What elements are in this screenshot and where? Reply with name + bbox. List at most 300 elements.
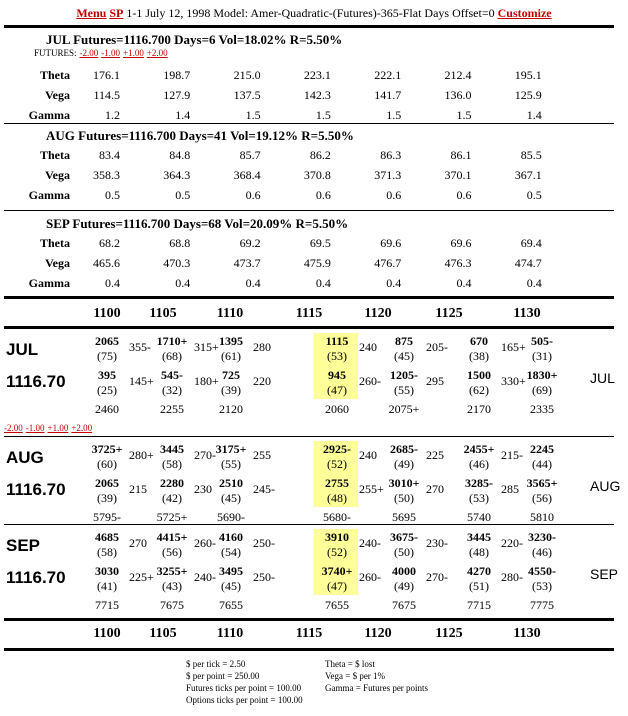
option-delta: (47) <box>327 579 347 593</box>
month-label: SEP <box>6 536 41 555</box>
option-price: 1830+ <box>526 368 558 382</box>
option-delta: (58) <box>162 457 182 471</box>
greek-value: 1.4 <box>175 108 191 122</box>
greek-value: 86.3 <box>380 148 402 162</box>
month-divider <box>4 436 614 437</box>
option-price: 3675- <box>390 530 418 544</box>
option-delta: (32) <box>162 383 182 397</box>
footer-note: Options ticks per point = 100.00 <box>186 695 303 705</box>
spread-value: 270- <box>194 448 216 462</box>
greek-label-gamma: Gamma <box>28 108 70 122</box>
option-delta: (48) <box>327 491 347 505</box>
put-cell[interactable] <box>457 564 527 596</box>
spread-value: 215 <box>129 482 147 496</box>
option-delta: (48) <box>469 545 489 559</box>
greek-value: 476.3 <box>444 256 472 270</box>
spread-value: 250- <box>253 570 275 584</box>
call-cell[interactable] <box>520 442 590 474</box>
spread-value: 315+ <box>194 340 219 354</box>
option-delta: (47) <box>327 383 347 397</box>
spread-value: 180+ <box>194 374 219 388</box>
option-price: 3565+ <box>526 476 558 490</box>
put-cell[interactable] <box>457 476 527 508</box>
spread-value: 330+ <box>501 374 526 388</box>
put-cell[interactable] <box>209 476 279 508</box>
option-price: 545- <box>161 368 183 382</box>
greek-value: 137.5 <box>233 88 261 102</box>
header-text: 1-1 July 12, 1998 Model: Amer-Quadratic-(Futures)-365-Flat Days Offset=0 <box>126 6 495 20</box>
footer-note: Theta = $ lost <box>325 659 375 669</box>
put-cell[interactable] <box>315 476 385 508</box>
option-price: 670 <box>470 334 488 348</box>
spread-value: 260- <box>194 536 216 550</box>
spread-value: 270- <box>426 570 448 584</box>
futures-shift-link[interactable]: +1.00 <box>123 48 144 58</box>
option-delta: (62) <box>469 383 489 397</box>
greek-value: 0.4 <box>386 276 402 290</box>
straddle-value: 5795- <box>93 510 121 524</box>
greek-value: 195.1 <box>514 68 542 82</box>
futures-shift-links <box>34 48 171 58</box>
call-cell[interactable] <box>382 334 452 366</box>
straddle-value: 7655 <box>325 598 349 612</box>
greek-value: 86.1 <box>450 148 472 162</box>
option-delta: (44) <box>532 457 552 471</box>
spread-value: 240- <box>359 536 381 550</box>
option-price: 945 <box>328 368 346 382</box>
strike-header: 1115 <box>295 306 323 321</box>
greek-value: 69.6 <box>450 236 472 250</box>
put-cell[interactable] <box>85 476 155 508</box>
spread-value: 280+ <box>129 448 154 462</box>
greek-value: 114.5 <box>93 88 120 102</box>
greek-value: 69.6 <box>380 236 402 250</box>
spread-value: 355- <box>129 340 151 354</box>
option-price: 2455+ <box>463 442 495 456</box>
option-delta: (38) <box>469 349 489 363</box>
option-price: 875 <box>395 334 413 348</box>
option-delta: (52) <box>327 457 347 471</box>
option-delta: (52) <box>327 545 347 559</box>
spread-value: 255+ <box>359 482 384 496</box>
straddle-value: 5690- <box>217 510 245 524</box>
option-delta: (49) <box>394 579 414 593</box>
call-cell[interactable] <box>315 530 385 562</box>
put-cell[interactable] <box>382 368 452 400</box>
greek-value: 1.5 <box>245 108 261 122</box>
spread-value: 260- <box>359 570 381 584</box>
option-delta: (39) <box>221 383 241 397</box>
page-header <box>0 6 628 21</box>
greek-value: 198.7 <box>163 68 191 82</box>
spread-value: 220- <box>501 536 523 550</box>
option-price: 3255+ <box>156 564 188 578</box>
strike-footer: 1100 <box>93 626 121 641</box>
greek-value: 370.8 <box>303 168 331 182</box>
greek-value: 0.5 <box>105 188 120 202</box>
straddle-value: 7675 <box>392 598 416 612</box>
option-price: 2280 <box>160 476 184 490</box>
put-cell[interactable] <box>209 368 279 400</box>
futures-label: FUTURES: <box>34 48 77 58</box>
greek-value: 0.5 <box>175 188 191 202</box>
option-price: 2245 <box>530 442 554 456</box>
straddle-value: 7775 <box>530 598 554 612</box>
spread-value: 270 <box>129 536 147 550</box>
greek-value: 85.5 <box>520 148 542 162</box>
call-cell[interactable] <box>382 442 452 474</box>
option-delta: (56) <box>162 545 182 559</box>
greek-label-vega: Vega <box>45 168 70 182</box>
greek-value: 0.4 <box>105 276 120 290</box>
option-price: 3230- <box>528 530 556 544</box>
spread-value: 205- <box>426 340 448 354</box>
spread-value: 165+ <box>501 340 526 354</box>
futures-shift-link[interactable]: -2.00 <box>79 48 99 58</box>
spread-value: 240 <box>359 448 377 462</box>
strike-footer-rule <box>4 618 614 621</box>
call-cell[interactable] <box>315 442 385 474</box>
spread-value: 145+ <box>129 374 154 388</box>
option-price: 2065 <box>95 476 119 490</box>
greek-value: 0.6 <box>456 188 472 202</box>
call-cell[interactable] <box>382 530 452 562</box>
option-delta: (53) <box>469 491 489 505</box>
greek-value: 84.8 <box>169 148 191 162</box>
option-delta: (55) <box>394 383 414 397</box>
greek-value: 212.4 <box>444 68 472 82</box>
strike-header: 1120 <box>364 306 392 321</box>
call-cell[interactable] <box>85 334 155 366</box>
strike-footer: 1130 <box>513 626 541 641</box>
call-cell[interactable] <box>85 530 155 562</box>
greek-value: 0.4 <box>175 276 191 290</box>
header-rule <box>4 25 614 28</box>
straddle-value: 5695 <box>392 510 416 524</box>
spread-value: 255 <box>253 448 271 462</box>
put-cell[interactable] <box>520 368 590 400</box>
greek-value: 474.7 <box>514 256 542 270</box>
strike-header: 1130 <box>513 306 541 321</box>
greek-value: 465.6 <box>93 256 120 270</box>
option-price: 3740+ <box>321 564 353 578</box>
greek-block-title: SEP Futures=1116.700 Days=68 Vol=20.09% R=5.50% <box>46 216 349 231</box>
greek-value: 364.3 <box>163 168 191 182</box>
strike-footer: 1115 <box>295 626 323 641</box>
spread-value: 225 <box>426 448 444 462</box>
option-price: 2510 <box>219 476 243 490</box>
footer-note: Vega = $ per 1% <box>325 671 386 681</box>
option-price: 3445 <box>160 442 184 456</box>
call-cell[interactable] <box>315 334 385 366</box>
option-delta: (56) <box>532 491 552 505</box>
menu-link[interactable]: Menu <box>76 6 107 20</box>
option-delta: (58) <box>97 545 117 559</box>
greek-value: 215.0 <box>233 68 261 82</box>
option-delta: (45) <box>221 579 241 593</box>
option-delta: (43) <box>162 579 182 593</box>
greek-value: 368.4 <box>233 168 261 182</box>
option-delta: (69) <box>532 383 552 397</box>
greek-label-gamma: Gamma <box>28 276 70 290</box>
straddle-value: 5680- <box>323 510 351 524</box>
option-delta: (68) <box>162 349 182 363</box>
option-price: 1500 <box>467 368 491 382</box>
option-price: 4000 <box>392 564 416 578</box>
greek-value: 0.6 <box>245 188 261 202</box>
greek-value: 69.4 <box>520 236 542 250</box>
option-price: 1205- <box>390 368 418 382</box>
greek-value: 127.9 <box>163 88 191 102</box>
option-delta: (61) <box>221 349 241 363</box>
spread-value: 250- <box>253 536 275 550</box>
spread-value: 280 <box>253 340 271 354</box>
strike-footer: 1120 <box>364 626 392 641</box>
straddle-value: 2120 <box>219 402 243 416</box>
straddle-value: 5725+ <box>156 510 188 524</box>
strike-header: 1125 <box>435 306 463 321</box>
spread-value: 225+ <box>129 570 154 584</box>
greek-label-theta: Theta <box>40 236 70 250</box>
footer-note: $ per point = 250.00 <box>186 671 260 681</box>
straddle-value: 7675 <box>160 598 184 612</box>
month-right-label: JUL <box>590 370 615 386</box>
block-divider <box>4 210 614 211</box>
greek-value: 222.1 <box>374 68 402 82</box>
month-futures-shift-link[interactable]: -2.00 <box>4 423 23 433</box>
option-price: 4160 <box>219 530 243 544</box>
option-price: 3285- <box>465 476 493 490</box>
option-delta: (51) <box>469 579 489 593</box>
option-delta: (46) <box>469 457 489 471</box>
strike-header: 1105 <box>149 306 177 321</box>
option-delta: (60) <box>97 457 117 471</box>
strike-header: 1100 <box>93 306 121 321</box>
month-futures-shift-link[interactable]: -1.00 <box>25 423 45 433</box>
option-price: 4685 <box>95 530 119 544</box>
month-label: JUL <box>6 340 39 359</box>
spread-value: 230- <box>426 536 448 550</box>
greek-value: 136.0 <box>444 88 472 102</box>
put-cell[interactable] <box>457 368 527 400</box>
option-price: 3910 <box>325 530 349 544</box>
strike-header-rule <box>4 326 614 329</box>
greek-value: 85.7 <box>239 148 261 162</box>
greek-label-theta: Theta <box>40 148 70 162</box>
straddle-value: 2255 <box>160 402 184 416</box>
greek-value: 141.7 <box>374 88 402 102</box>
spread-value: 280- <box>501 570 523 584</box>
option-price: 2065 <box>95 334 119 348</box>
greek-value: 1.2 <box>105 108 120 122</box>
straddle-value: 7715 <box>467 598 491 612</box>
straddle-value: 2460 <box>95 402 119 416</box>
greek-value: 358.3 <box>93 168 120 182</box>
greek-value: 0.4 <box>315 276 331 290</box>
greek-value: 473.7 <box>233 256 261 270</box>
call-cell[interactable] <box>457 442 527 474</box>
option-delta: (54) <box>221 545 241 559</box>
option-price: 1710+ <box>156 334 188 348</box>
block-divider <box>4 123 614 124</box>
greek-value: 83.4 <box>99 148 120 162</box>
greek-value: 0.6 <box>315 188 331 202</box>
option-price: 3495 <box>219 564 243 578</box>
option-delta: (45) <box>394 349 414 363</box>
option-price: 4415+ <box>156 530 188 544</box>
footer-note: Gamma = Futures per points <box>325 683 429 693</box>
put-cell[interactable] <box>85 368 155 400</box>
option-price: 2925- <box>323 442 351 456</box>
option-price: 725 <box>222 368 240 382</box>
greek-value: 1.5 <box>315 108 331 122</box>
spread-value: 245- <box>253 482 275 496</box>
put-cell[interactable] <box>382 476 452 508</box>
block-divider <box>4 296 614 299</box>
month-right-label: AUG <box>590 478 621 494</box>
footer-note: Futures ticks per point = 100.00 <box>186 683 302 693</box>
spread-value: 285 <box>501 482 519 496</box>
option-price: 3175+ <box>215 442 247 456</box>
straddle-value: 7715 <box>95 598 119 612</box>
put-cell[interactable] <box>209 564 279 596</box>
option-price: 505- <box>531 334 553 348</box>
spread-value: 215- <box>501 448 523 462</box>
option-delta: (50) <box>394 491 414 505</box>
put-cell[interactable] <box>315 368 385 400</box>
option-price: 1395 <box>219 334 243 348</box>
call-cell[interactable] <box>457 530 527 562</box>
greek-value: 367.1 <box>514 168 542 182</box>
footer-note: $ per tick = 2.50 <box>186 659 246 669</box>
call-cell[interactable] <box>209 334 279 366</box>
strike-footer: 1110 <box>216 626 244 641</box>
greek-block-title: JUL Futures=1116.700 Days=6 Vol=18.02% R=5.50% <box>46 32 343 47</box>
greek-value: 69.5 <box>309 236 331 250</box>
option-delta: (46) <box>532 545 552 559</box>
put-cell[interactable] <box>520 476 590 508</box>
strike-header: 1110 <box>216 306 244 321</box>
greek-value: 142.3 <box>303 88 331 102</box>
option-price: 395 <box>98 368 116 382</box>
put-cell[interactable] <box>382 564 452 596</box>
greek-value: 470.3 <box>163 256 191 270</box>
greek-value: 223.1 <box>303 68 331 82</box>
call-cell[interactable] <box>85 442 155 474</box>
put-cell[interactable] <box>315 564 385 596</box>
straddle-value: 7655 <box>219 598 243 612</box>
month-right-label: SEP <box>590 566 619 582</box>
option-delta: (31) <box>532 349 552 363</box>
month-futures-shift-link[interactable]: +1.00 <box>47 423 69 433</box>
option-price: 2685- <box>390 442 418 456</box>
option-delta: (53) <box>532 579 552 593</box>
footer-right-notes <box>325 658 428 694</box>
greek-value: 370.1 <box>444 168 472 182</box>
option-delta: (55) <box>221 457 241 471</box>
option-price: 1115 <box>325 334 349 348</box>
option-price: 3010+ <box>388 476 420 490</box>
month-futures-shift-link[interactable]: +2.00 <box>71 423 93 433</box>
greek-value: 68.2 <box>99 236 120 250</box>
spread-value: 240- <box>194 570 216 584</box>
sp-link[interactable]: SP <box>109 6 124 20</box>
greek-value: 1.5 <box>456 108 472 122</box>
option-price: 3725+ <box>91 442 123 456</box>
futures-shift-link[interactable]: +2.00 <box>146 48 168 58</box>
spread-value: 260- <box>359 374 381 388</box>
footer-rule <box>4 648 614 651</box>
customize-link[interactable]: Customize <box>497 6 552 20</box>
option-delta: (42) <box>162 491 182 505</box>
greek-value: 125.9 <box>514 88 542 102</box>
spread-value: 220 <box>253 374 271 388</box>
month-futures-shift-links <box>4 423 95 433</box>
spread-value: 295 <box>426 374 444 388</box>
strike-footer: 1125 <box>435 626 463 641</box>
greek-value: 475.9 <box>303 256 331 270</box>
call-cell[interactable] <box>209 530 279 562</box>
straddle-value: 5810 <box>530 510 554 524</box>
option-price: 3030 <box>95 564 119 578</box>
greek-label-vega: Vega <box>45 256 70 270</box>
option-delta: (39) <box>97 491 117 505</box>
call-cell[interactable] <box>520 334 590 366</box>
futures-price: 1116.70 <box>6 568 66 587</box>
greek-block-title: AUG Futures=1116.700 Days=41 Vol=19.12% R=5.50% <box>46 128 354 143</box>
option-price: 2755 <box>325 476 349 490</box>
spread-value: 230 <box>194 482 212 496</box>
straddle-value: 2335 <box>530 402 554 416</box>
greek-value: 68.8 <box>169 236 191 250</box>
greek-label-gamma: Gamma <box>28 188 70 202</box>
greek-value: 0.5 <box>526 188 542 202</box>
month-label: AUG <box>6 448 44 467</box>
greek-value: 0.6 <box>386 188 402 202</box>
straddle-value: 5740 <box>467 510 491 524</box>
spread-value: 240 <box>359 340 377 354</box>
call-cell[interactable] <box>457 334 527 366</box>
greek-value: 1.5 <box>386 108 402 122</box>
put-cell[interactable] <box>85 564 155 596</box>
futures-price: 1116.70 <box>6 372 66 391</box>
option-delta: (53) <box>327 349 347 363</box>
option-delta: (50) <box>394 545 414 559</box>
footer-left-notes <box>186 658 303 706</box>
greek-value: 69.2 <box>239 236 261 250</box>
option-delta: (45) <box>221 491 241 505</box>
greek-value: 0.4 <box>456 276 472 290</box>
option-price: 4550- <box>528 564 556 578</box>
option-delta: (49) <box>394 457 414 471</box>
straddle-value: 2075+ <box>388 402 420 416</box>
put-cell[interactable] <box>520 564 590 596</box>
greek-value: 0.4 <box>245 276 261 290</box>
greek-label-theta: Theta <box>40 68 70 82</box>
option-price: 3445 <box>467 530 491 544</box>
call-cell[interactable] <box>209 442 279 474</box>
option-delta: (41) <box>97 579 117 593</box>
straddle-value: 2060 <box>325 402 349 416</box>
greek-value: 476.7 <box>374 256 402 270</box>
greek-value: 371.3 <box>374 168 402 182</box>
greek-value: 86.2 <box>309 148 331 162</box>
straddle-value: 2170 <box>467 402 491 416</box>
option-delta: (75) <box>97 349 117 363</box>
call-cell[interactable] <box>520 530 590 562</box>
futures-shift-link[interactable]: -1.00 <box>101 48 121 58</box>
greek-label-vega: Vega <box>45 88 70 102</box>
